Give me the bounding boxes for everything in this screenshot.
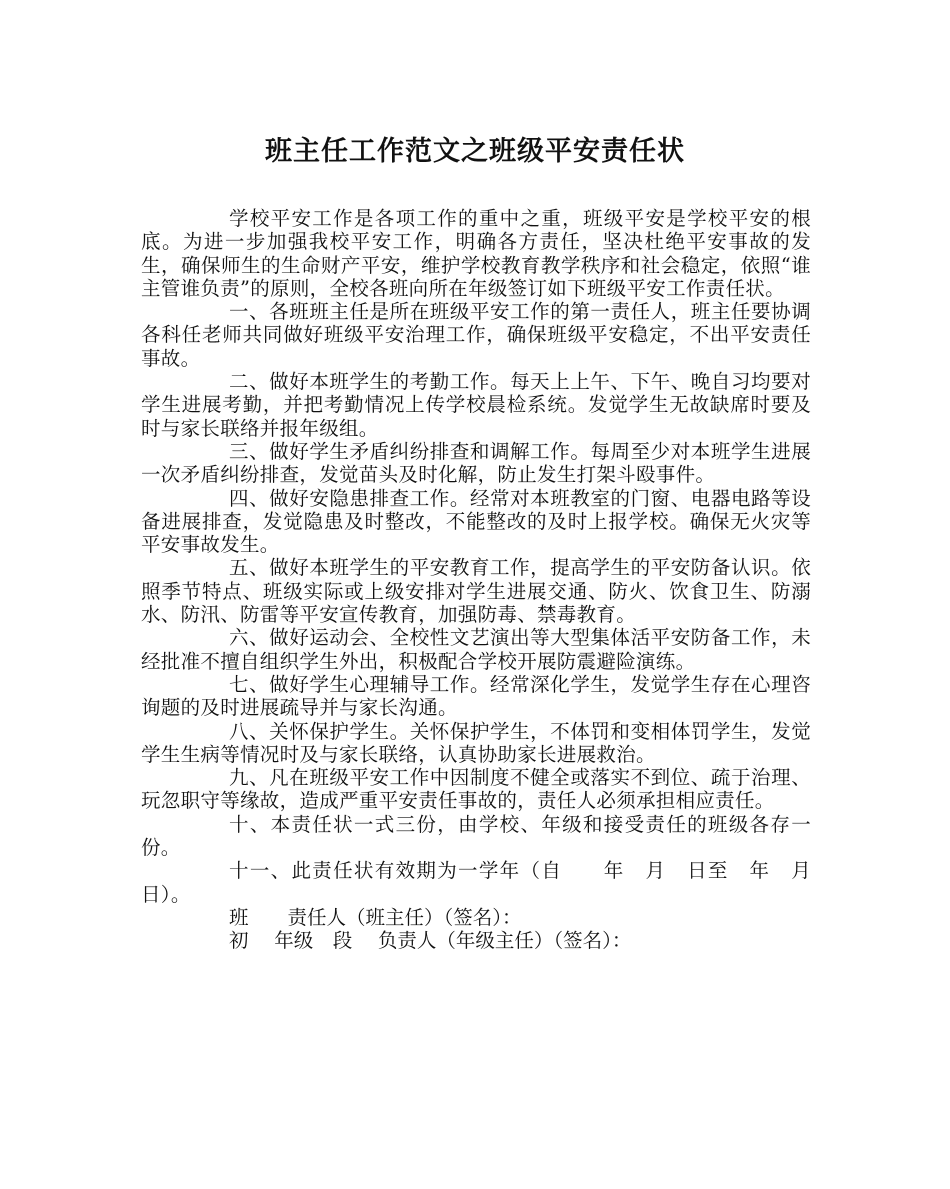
document-body [141,207,831,953]
clause-5: 五、做好本班学生的平安教育工作，提高学生的平安防备认识。依照季节特点、班级实际或上级安排对学生进展交通、防火、饮食卫生、防溺水、防汛、防雷等平安宣传教育，加强防毒、禁毒教育。 [141,556,811,627]
clause-3: 三、做好学生矛盾纠纷排查和调解工作。每周至少对本班学生进展一次矛盾纠纷排查，发觉苗头及时化解，防止发生打架斗殴事件。 [141,439,811,487]
clause-4: 四、做好安隐患排查工作。经常对本班教室的门窗、电器电路等设备进展排查，发觉隐患及时整改，不能整改的及时上报学校。确保无火灾等平安事故发生。 [141,486,811,557]
clause-10: 十、本责任状一式三份，由学校、年级和接受责任的班级各存一份。 [141,812,811,860]
clause-1: 一、各班班主任是所在班级平安工作的第一责任人，班主任要协调各科任老师共同做好班级平安治理工作，确保班级平安稳定，不出平安责任事故。 [141,300,811,370]
clause-9: 九、凡在班级平安工作中因制度不健全或落实不到位、疏于治理、玩忽职守等缘故，造成严重平安责任事故的，责任人必须承担相应责任。 [141,766,811,813]
clause-7: 七、做好学生心理辅导工作。经常深化学生，发觉学生存在心理咨询题的及时进展疏导并与家长沟通。 [141,672,811,720]
clause-8: 八、关怀保护学生。关怀保护学生，不体罚和变相体罚学生，发觉学生生病等情况时及与家长联络，认真协助家长进展救治。 [141,719,811,766]
document-title: 班主任工作范文之班级平安责任状 [265,136,685,167]
clause-2: 二、做好本班学生的考勤工作。每天上上午、下午、晚自习均要对学生进展考勤，并把考勤情况上传学校晨检系统。发觉学生无故缺席时要及时与家长联络并报年级组。 [141,370,811,440]
class-teacher-signature-line: 班 责任人（班主任）（签名）： [229,905,522,929]
clause-6: 六、做好运动会、全校性文艺演出等大型集体活平安防备工作，未经批准不擅自组织学生外出，积极配合学校开展防震避险演练。 [141,626,811,673]
clause-11: 十一、此责任状有效期为一学年（自 年 月 日至 年 月 日）。 [141,859,831,906]
intro-paragraph: 学校平安工作是各项工作的重中之重，班级平安是学校平安的根底。为进一步加强我校平安工作，明确各方责任，坚决杜绝平安事故的发生，确保师生的生命财产平安，维护学校教育教学秩序和社会稳定，依照“谁主管谁负责”的原则，全校各班向所在年级签订如下班级平安工作责任状。 [141,207,811,300]
grade-head-signature-line: 初 年级 段 负责人（年级主任）（签名）： [229,929,632,953]
